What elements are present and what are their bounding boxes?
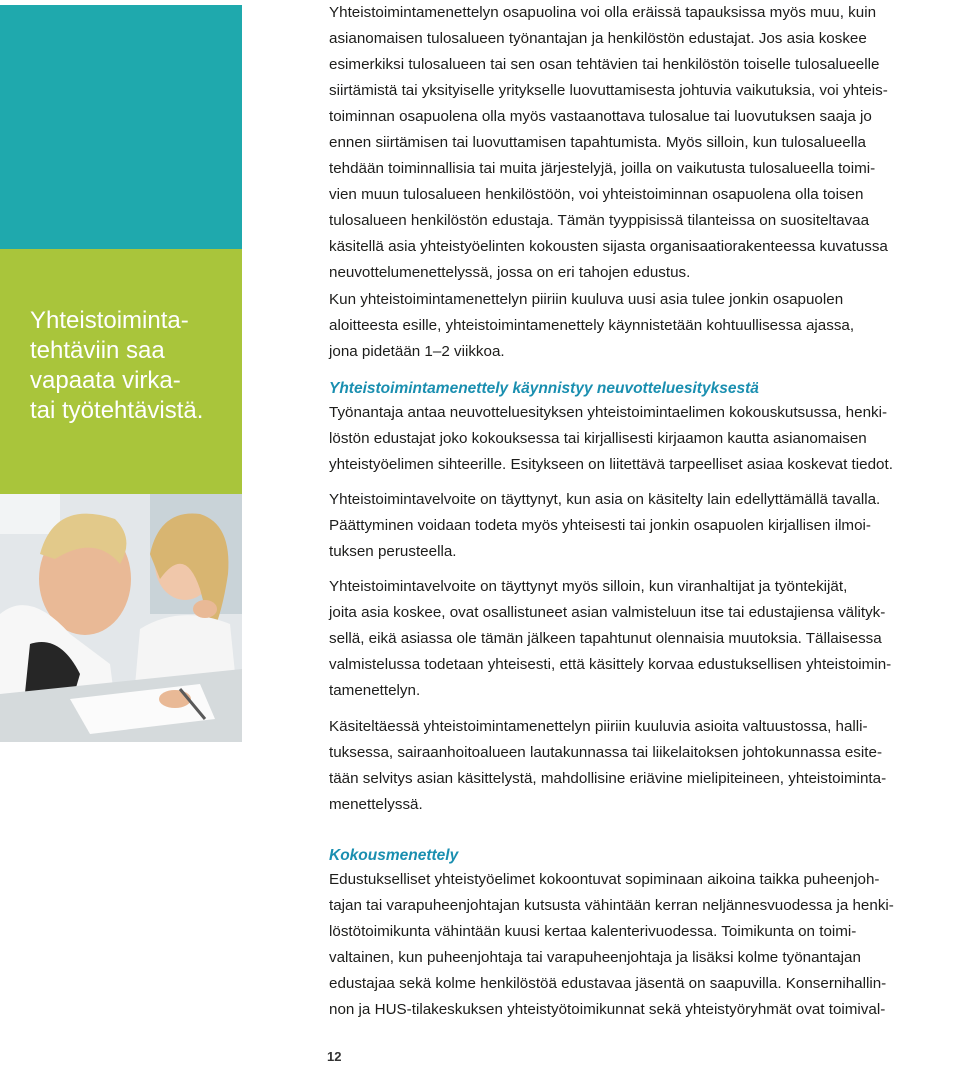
text-line: aloitteesta esille, yhteistoimintamenettely käynnistetään kohtuullisessa ajassa,: [329, 317, 855, 334]
body-paragraph: [329, 287, 955, 365]
sidebar-quote-line: tai työtehtävistä.: [30, 397, 204, 424]
sidebar-quote-line: tehtäviin saa: [30, 337, 165, 364]
teal-color-block: [0, 5, 242, 249]
text-line: tajan tai varapuheenjohtajan kutsusta vähintään kerran neljännesvuodessa ja henki-: [329, 897, 894, 914]
body-paragraph: [329, 0, 955, 286]
text-line: menettelyssä.: [329, 796, 423, 813]
text-line: Työnantaja antaa neuvotteluesityksen yhteistoimintaelimen kokouskutsussa, henki-: [329, 404, 888, 421]
text-line: tuksessa, sairaanhoitoalueen lautakunnassa tai liikelaitoksen johtokunnassa esite-: [329, 744, 883, 761]
text-line: Yhteistoimintavelvoite on täyttynyt, kun asia on käsitelty lain edellyttämällä tavalla.: [329, 491, 881, 508]
text-line: Edustukselliset yhteistyöelimet kokoontuvat sopiminaan aikoina taikka puheenjoh-: [329, 871, 880, 888]
text-line: tuksen perusteella.: [329, 543, 457, 560]
text-line: joita asia koskee, ovat osallistuneet asian valmisteluun itse tai edustajiensa välityk-: [329, 604, 886, 621]
page-number: 12: [327, 1049, 342, 1064]
text-line: siirtämistä tai yksityiselle yritykselle luovuttamisesta johtuvia vaikutuksia, voi yhteis-: [329, 82, 888, 99]
text-line: Päättyminen voidaan todeta myös yhteisesti tai jonkin osapuolen kirjallisen ilmoi-: [329, 517, 871, 534]
text-line: valtainen, kun puheenjohtaja tai varapuheenjohtaja ja lisäksi kolme työnantajan: [329, 949, 861, 966]
text-line: yhteistyöelimen sihteerille. Esitykseen on liitettävä tarpeelliset asiaa koskevat tiedot.: [329, 456, 893, 473]
text-line: löstön edustajat joko kokouksessa tai kirjallisesti kirjaamon kautta asianomaisen: [329, 430, 867, 447]
text-line: sellä, eikä asiassa ole tämän jälkeen tapahtunut olennaisia muutoksia. Tällaisessa: [329, 630, 882, 647]
section-heading: Yhteistoimintamenettely käynnistyy neuvotteluesityksestä: [329, 380, 759, 397]
text-line: non ja HUS-tilakeskuksen yhteistyötoimikunnat sekä yhteistyöryhmät ovat toimival-: [329, 1001, 886, 1018]
body-paragraph: [329, 400, 955, 478]
sidebar-quote: [30, 306, 230, 426]
text-line: tamenettelyn.: [329, 682, 421, 699]
text-line: Käsiteltäessä yhteistoimintamenettelyn piiriin kuuluvia asioita valtuustossa, halli-: [329, 718, 868, 735]
text-line: Yhteistoimintamenettelyn osapuolina voi olla eräissä tapauksissa myös muu, kuin: [329, 4, 877, 21]
section-heading: Kokousmenettely: [329, 847, 459, 864]
text-line: löstötoimikunta vähintään kuusi kertaa kalenterivuodessa. Toimikunta on toimi-: [329, 923, 857, 940]
text-line: vien muun tulosalueen henkilöstöön, voi yhteistoiminnan osapuolena olla toisen: [329, 186, 864, 203]
text-line: toiminnan osapuolena olla myös vastaanottava tulosalue tai luovutuksen saaja jo: [329, 108, 872, 125]
sidebar-quote-line: Yhteistoiminta-: [30, 307, 189, 334]
text-line: edustajaa sekä kolme henkilöstöä edustavaa jäsentä on saapuvilla. Konsernihallin-: [329, 975, 887, 992]
body-paragraph: [329, 714, 955, 818]
text-line: tehdään toiminnallisia tai muita järjestelyjä, joilla on vaikutusta tulosalueella toimi-: [329, 160, 876, 177]
text-line: esimerkiksi tulosalueen tai sen osan tehtävien tai henkilöstön toiselle tulosalueelle: [329, 56, 880, 73]
text-line: ennen siirtämisen tai luovuttamisen tapahtumista. Myös silloin, kun tulosalueella: [329, 134, 866, 151]
text-line: tulosalueen henkilöstön edustaja. Tämän tyyppisissä tilanteissa on suositeltavaa: [329, 212, 870, 229]
text-line: neuvottelumenettelyssä, jossa on eri tahojen edustus.: [329, 264, 691, 281]
body-paragraph: [329, 574, 955, 704]
text-line: tään selvitys asian käsittelystä, mahdollisine eriävine mielipiteineen, yhteistoiminta-: [329, 770, 887, 787]
text-line: jona pidetään 1–2 viikkoa.: [329, 343, 505, 360]
body-paragraph: [329, 867, 955, 1023]
photo-nurses-at-desk: [0, 494, 242, 742]
body-paragraph: [329, 487, 955, 565]
text-line: käsitellä asia yhteistyöelinten kokousten sijasta organisaatiorakenteessa kuvatussa: [329, 238, 888, 255]
text-line: valmistelussa todetaan yhteisesti, että käsittely korvaa edustuksellisen yhteistoimin-: [329, 656, 892, 673]
text-line: Yhteistoimintavelvoite on täyttynyt myös silloin, kun viranhaltijat ja työntekijät,: [329, 578, 848, 595]
photo-illustration: [0, 494, 242, 742]
text-line: asianomaisen tulosalueen työnantajan ja henkilöstön edustajat. Jos asia koskee: [329, 30, 867, 47]
text-line: Kun yhteistoimintamenettelyn piiriin kuuluva uusi asia tulee jonkin osapuolen: [329, 291, 844, 308]
sidebar-quote-line: vapaata virka-: [30, 367, 181, 394]
